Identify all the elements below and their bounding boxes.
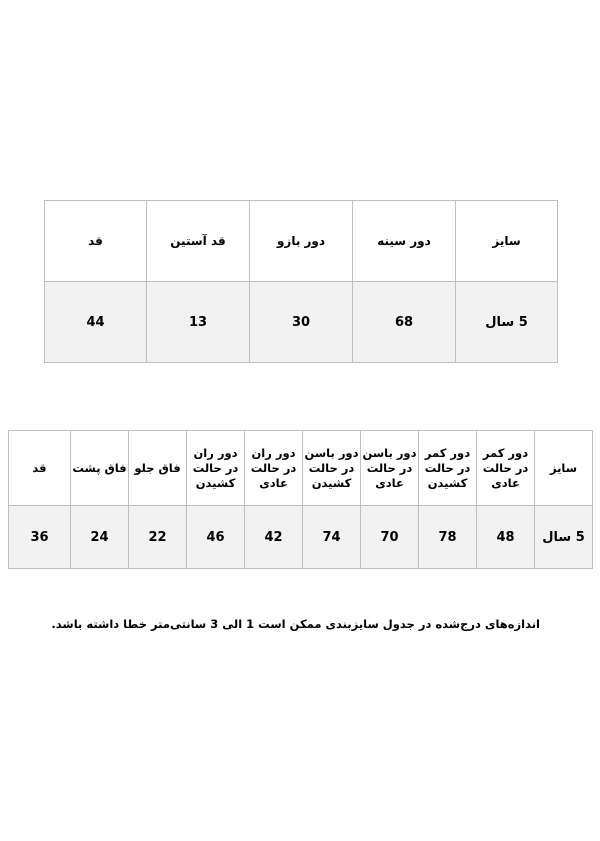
measurement-note: اندازه‌های درج‌شده در جدول سایزبندی ممکن است 1 الی 3 سانتی‌متر خطا داشته باشد.	[51, 617, 540, 631]
header-sleeve-length: قد آستین	[147, 201, 250, 282]
cell-waist-normal: 48	[477, 506, 535, 569]
cell-size: 5 سال	[456, 282, 558, 363]
table-header-row	[45, 201, 558, 282]
table-row	[9, 506, 593, 569]
size-table-bottom	[8, 430, 593, 569]
cell-back-rise: 24	[71, 506, 129, 569]
header-back-rise: فاق پشت	[71, 431, 129, 506]
cell-hip-stretched: 74	[303, 506, 361, 569]
header-length: قد	[45, 201, 147, 282]
header-front-rise: فاق جلو	[129, 431, 187, 506]
size-table-top	[44, 200, 558, 363]
header-waist-stretched: دور کمر در حالت کشیدن	[419, 431, 477, 506]
header-length: قد	[9, 431, 71, 506]
header-arm: دور بازو	[250, 201, 353, 282]
cell-size: 5 سال	[535, 506, 593, 569]
header-chest: دور سینه	[353, 201, 456, 282]
header-hip-normal: دور باسن در حالت عادی	[361, 431, 419, 506]
table-row	[45, 282, 558, 363]
cell-arm: 30	[250, 282, 353, 363]
cell-sleeve-length: 13	[147, 282, 250, 363]
header-hip-stretched: دور باسن در حالت کشیدن	[303, 431, 361, 506]
cell-waist-stretched: 78	[419, 506, 477, 569]
table-header-row	[9, 431, 593, 506]
header-thigh-stretched: دور ران در حالت کشیدن	[187, 431, 245, 506]
cell-thigh-stretched: 46	[187, 506, 245, 569]
cell-length: 44	[45, 282, 147, 363]
cell-length: 36	[9, 506, 71, 569]
cell-chest: 68	[353, 282, 456, 363]
cell-thigh-normal: 42	[245, 506, 303, 569]
header-size: سایز	[456, 201, 558, 282]
cell-hip-normal: 70	[361, 506, 419, 569]
header-size: سایز	[535, 431, 593, 506]
header-thigh-normal: دور ران در حالت عادی	[245, 431, 303, 506]
header-waist-normal: دور کمر در حالت عادی	[477, 431, 535, 506]
cell-front-rise: 22	[129, 506, 187, 569]
